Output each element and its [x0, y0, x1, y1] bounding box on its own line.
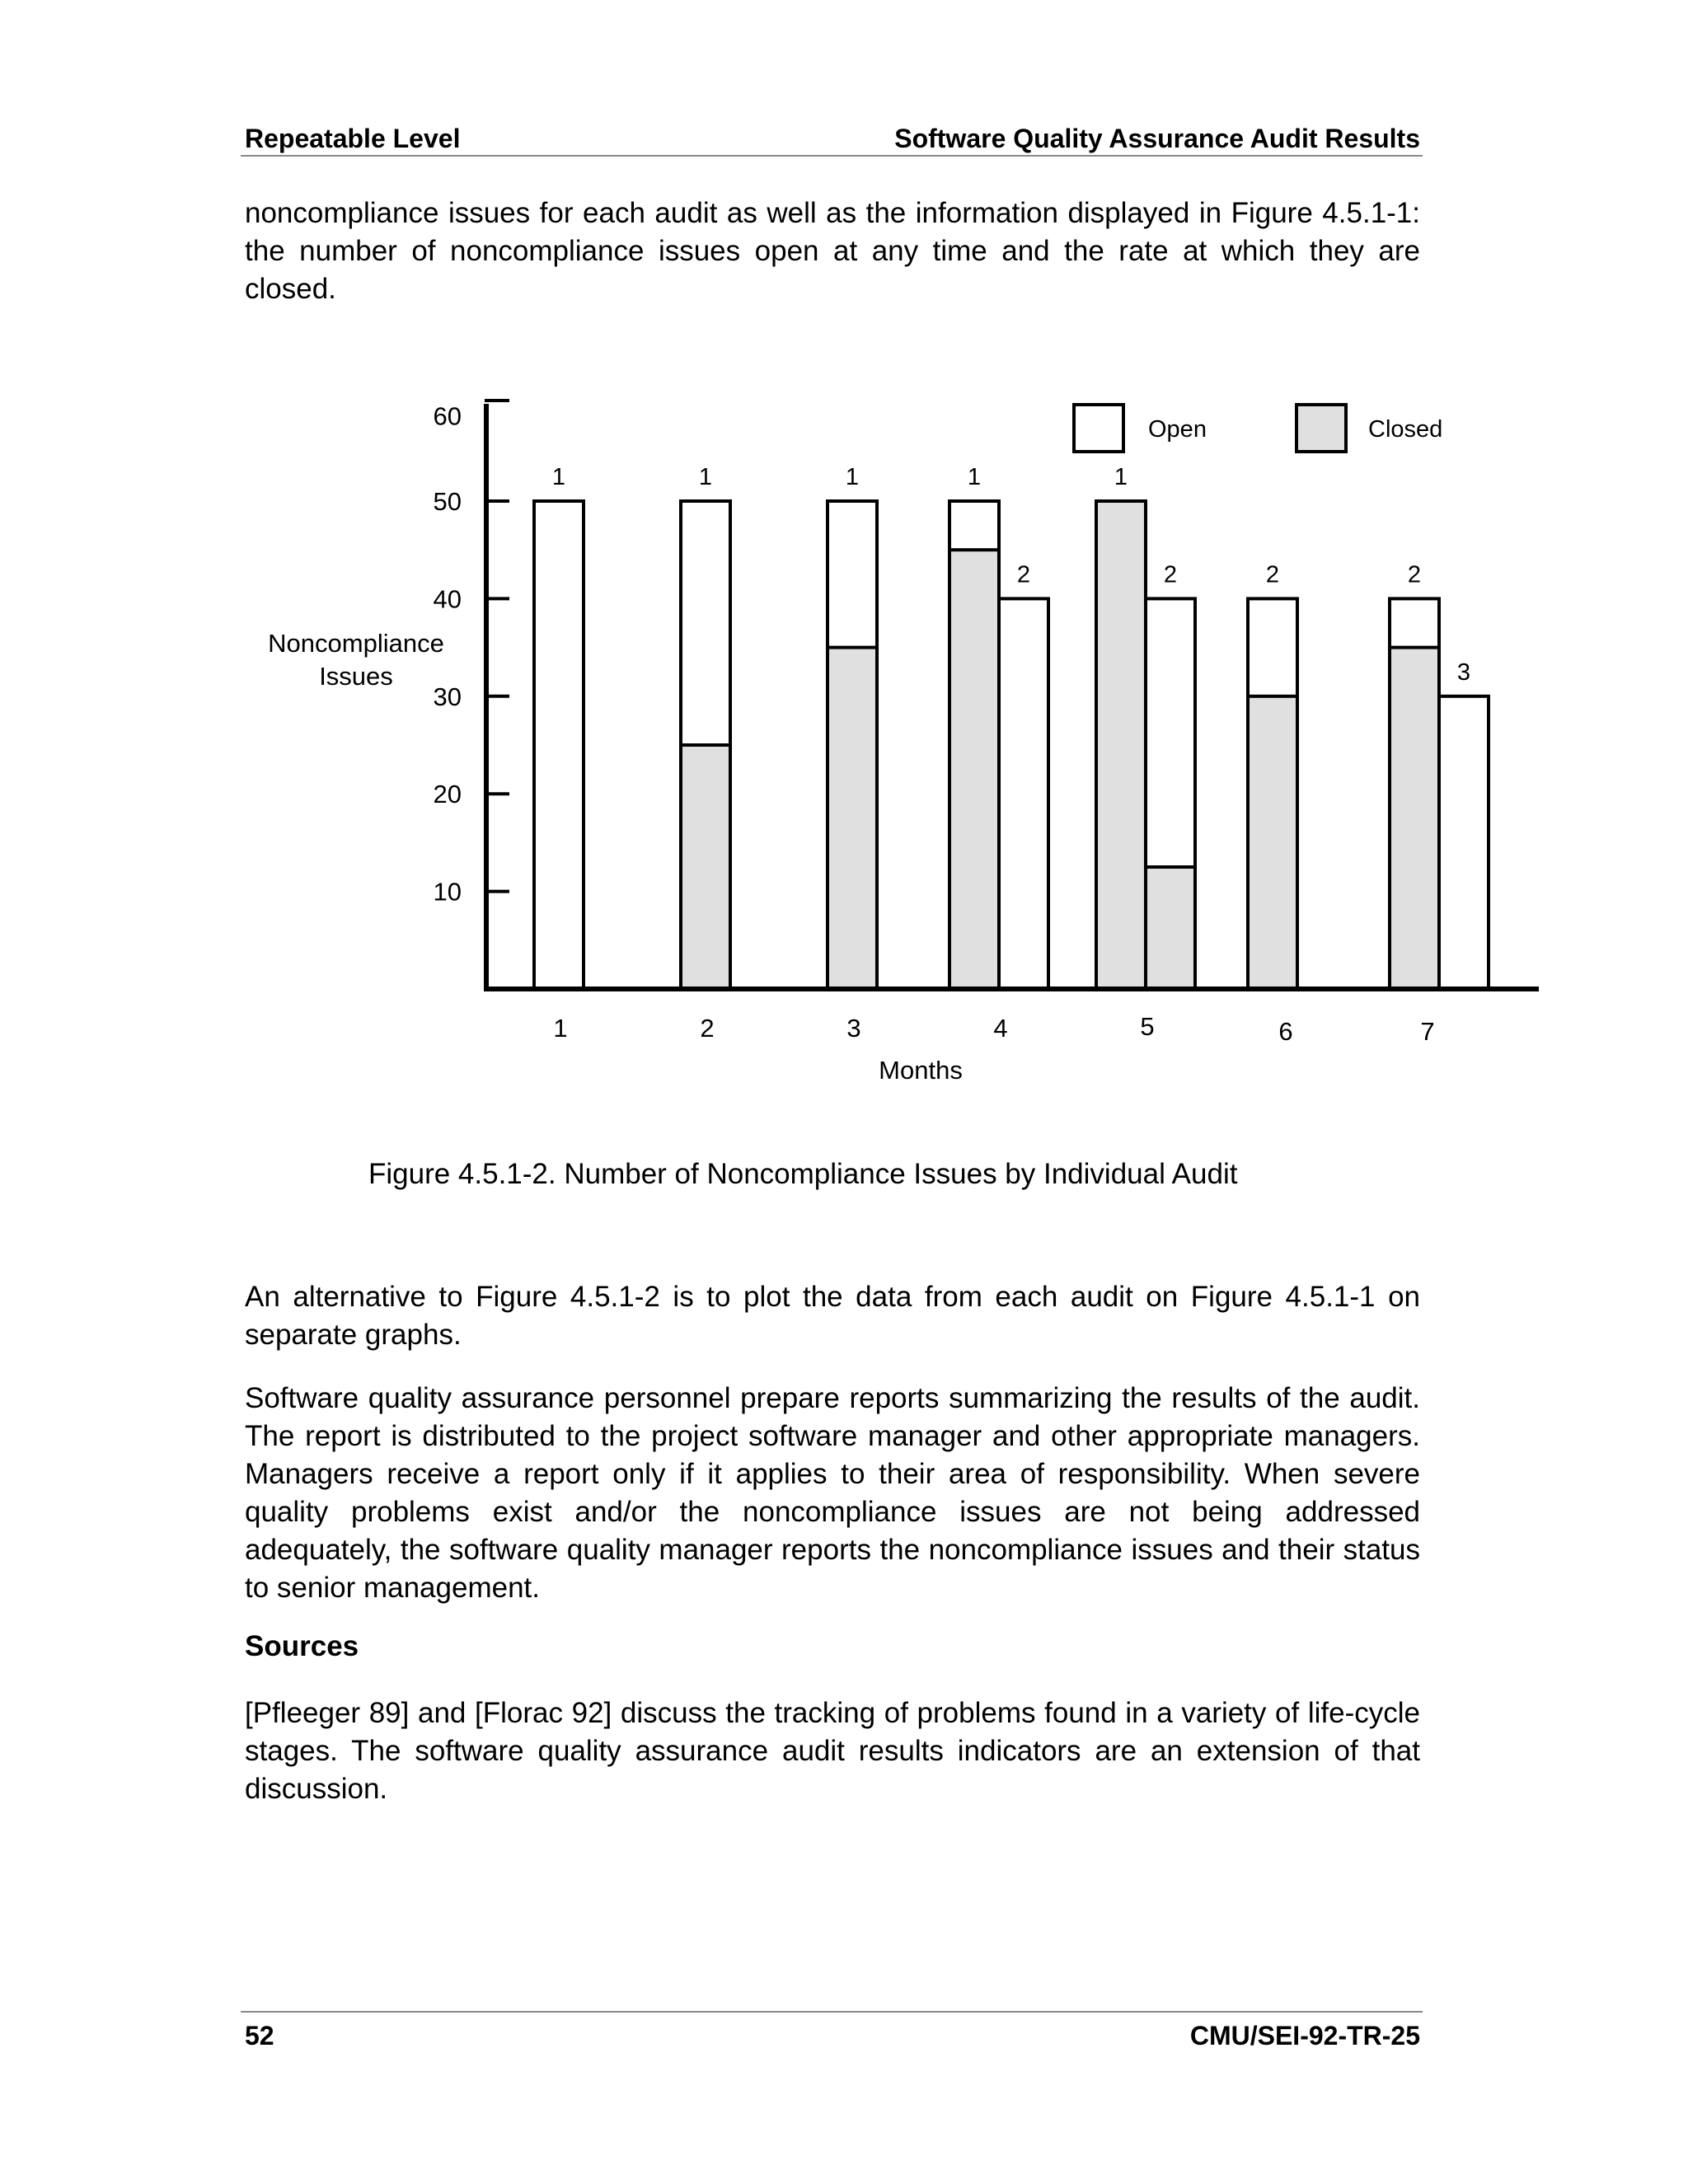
x-tick-label: 7: [1420, 1017, 1435, 1046]
x-tick-label: 3: [846, 1014, 861, 1043]
body-paragraph-1: An alternative to Figure 4.5.1-2 is to plot the data from each audit on Figure 4.5.1-1 on separate graphs.: [245, 1281, 1420, 1351]
y-tick-label: 20: [433, 780, 462, 809]
y-axis-ticks: [434, 402, 509, 907]
bar-audit-label: 2: [1016, 561, 1031, 588]
y-tick-label: 60: [433, 401, 462, 431]
x-axis-label: Months: [879, 1056, 963, 1085]
y-tick-label: 10: [433, 877, 462, 907]
bar-audit-label: 2: [1163, 561, 1178, 588]
bar-open-segment: [1439, 696, 1489, 989]
y-tick-label: 40: [433, 584, 462, 614]
bar-audit-label: 2: [1265, 561, 1280, 588]
legend-open-swatch: [1074, 405, 1123, 452]
legend-open-label: Open: [1148, 416, 1207, 443]
legend-closed-swatch: [1296, 405, 1346, 452]
bar-closed-segment: [950, 550, 999, 989]
x-tick-label: 5: [1140, 1012, 1155, 1041]
bars: [534, 501, 1489, 989]
footer-rule: [241, 2011, 1423, 2013]
bar-closed-segment: [1390, 648, 1439, 989]
running-header-left: Repeatable Level: [245, 124, 461, 153]
page-number: 52: [245, 2021, 274, 2050]
x-axis-ticks: [553, 1012, 1434, 1046]
bar-audit-label: 1: [698, 464, 713, 490]
x-tick-label: 1: [553, 1014, 568, 1043]
body-paragraph-2: Software quality assurance personnel prepare reports summarizing the results of the audit. The report is distributed to the project software manager and other appropriate managers. Managers receive a report only if it applies to their area of responsibility. When severe quality problems exist and/or the noncompliance issues are not being addressed adequately, the software quality manager reports the noncompliance issues and their status to senior management.: [245, 1382, 1420, 1604]
bar-closed-segment: [828, 648, 877, 989]
bar-closed-segment: [1096, 501, 1146, 989]
bar-closed-segment: [681, 745, 730, 989]
x-tick-label: 6: [1278, 1017, 1293, 1046]
bar-audit-label: 1: [845, 464, 860, 490]
intro-paragraph: noncompliance issues for each audit as well as the information displayed in Figure 4.5.1-1: the number of noncompliance issues open at any time and the rate at which they are closed.: [245, 197, 1420, 305]
y-tick-label: 30: [433, 682, 462, 711]
bar-closed-segment: [1248, 696, 1297, 989]
x-tick-label: 4: [993, 1014, 1008, 1043]
bar-audit-label: 2: [1407, 561, 1422, 588]
bar-audit-label: 1: [967, 464, 982, 490]
bar-open-segment: [534, 501, 584, 989]
bar-open-segment: [999, 598, 1048, 989]
running-header-right: Software Quality Assurance Audit Results: [894, 124, 1420, 153]
y-axis-label-line2: Issues: [319, 662, 393, 691]
y-axis-label-line1: Noncompliance: [268, 629, 444, 658]
bar-closed-segment: [1146, 867, 1195, 989]
bar-audit-label: 3: [1456, 658, 1471, 686]
x-tick-label: 2: [700, 1014, 715, 1043]
y-tick-label: 50: [433, 487, 462, 516]
sources-paragraph: [Pfleeger 89] and [Florac 92] discuss the tracking of problems found in a variety of life-cycle stages. The software quality assurance audit results indicators are an extension of that discussion.: [245, 1697, 1420, 1805]
sources-heading: Sources: [245, 1630, 359, 1662]
bar-audit-label: 1: [1114, 464, 1128, 490]
legend-closed-label: Closed: [1368, 416, 1443, 443]
bar-audit-label: 1: [551, 464, 566, 490]
figure-caption: Figure 4.5.1-2. Number of Noncompliance Issues by Individual Audit: [368, 1158, 1238, 1190]
report-id: CMU/SEI-92-TR-25: [1189, 2021, 1420, 2050]
